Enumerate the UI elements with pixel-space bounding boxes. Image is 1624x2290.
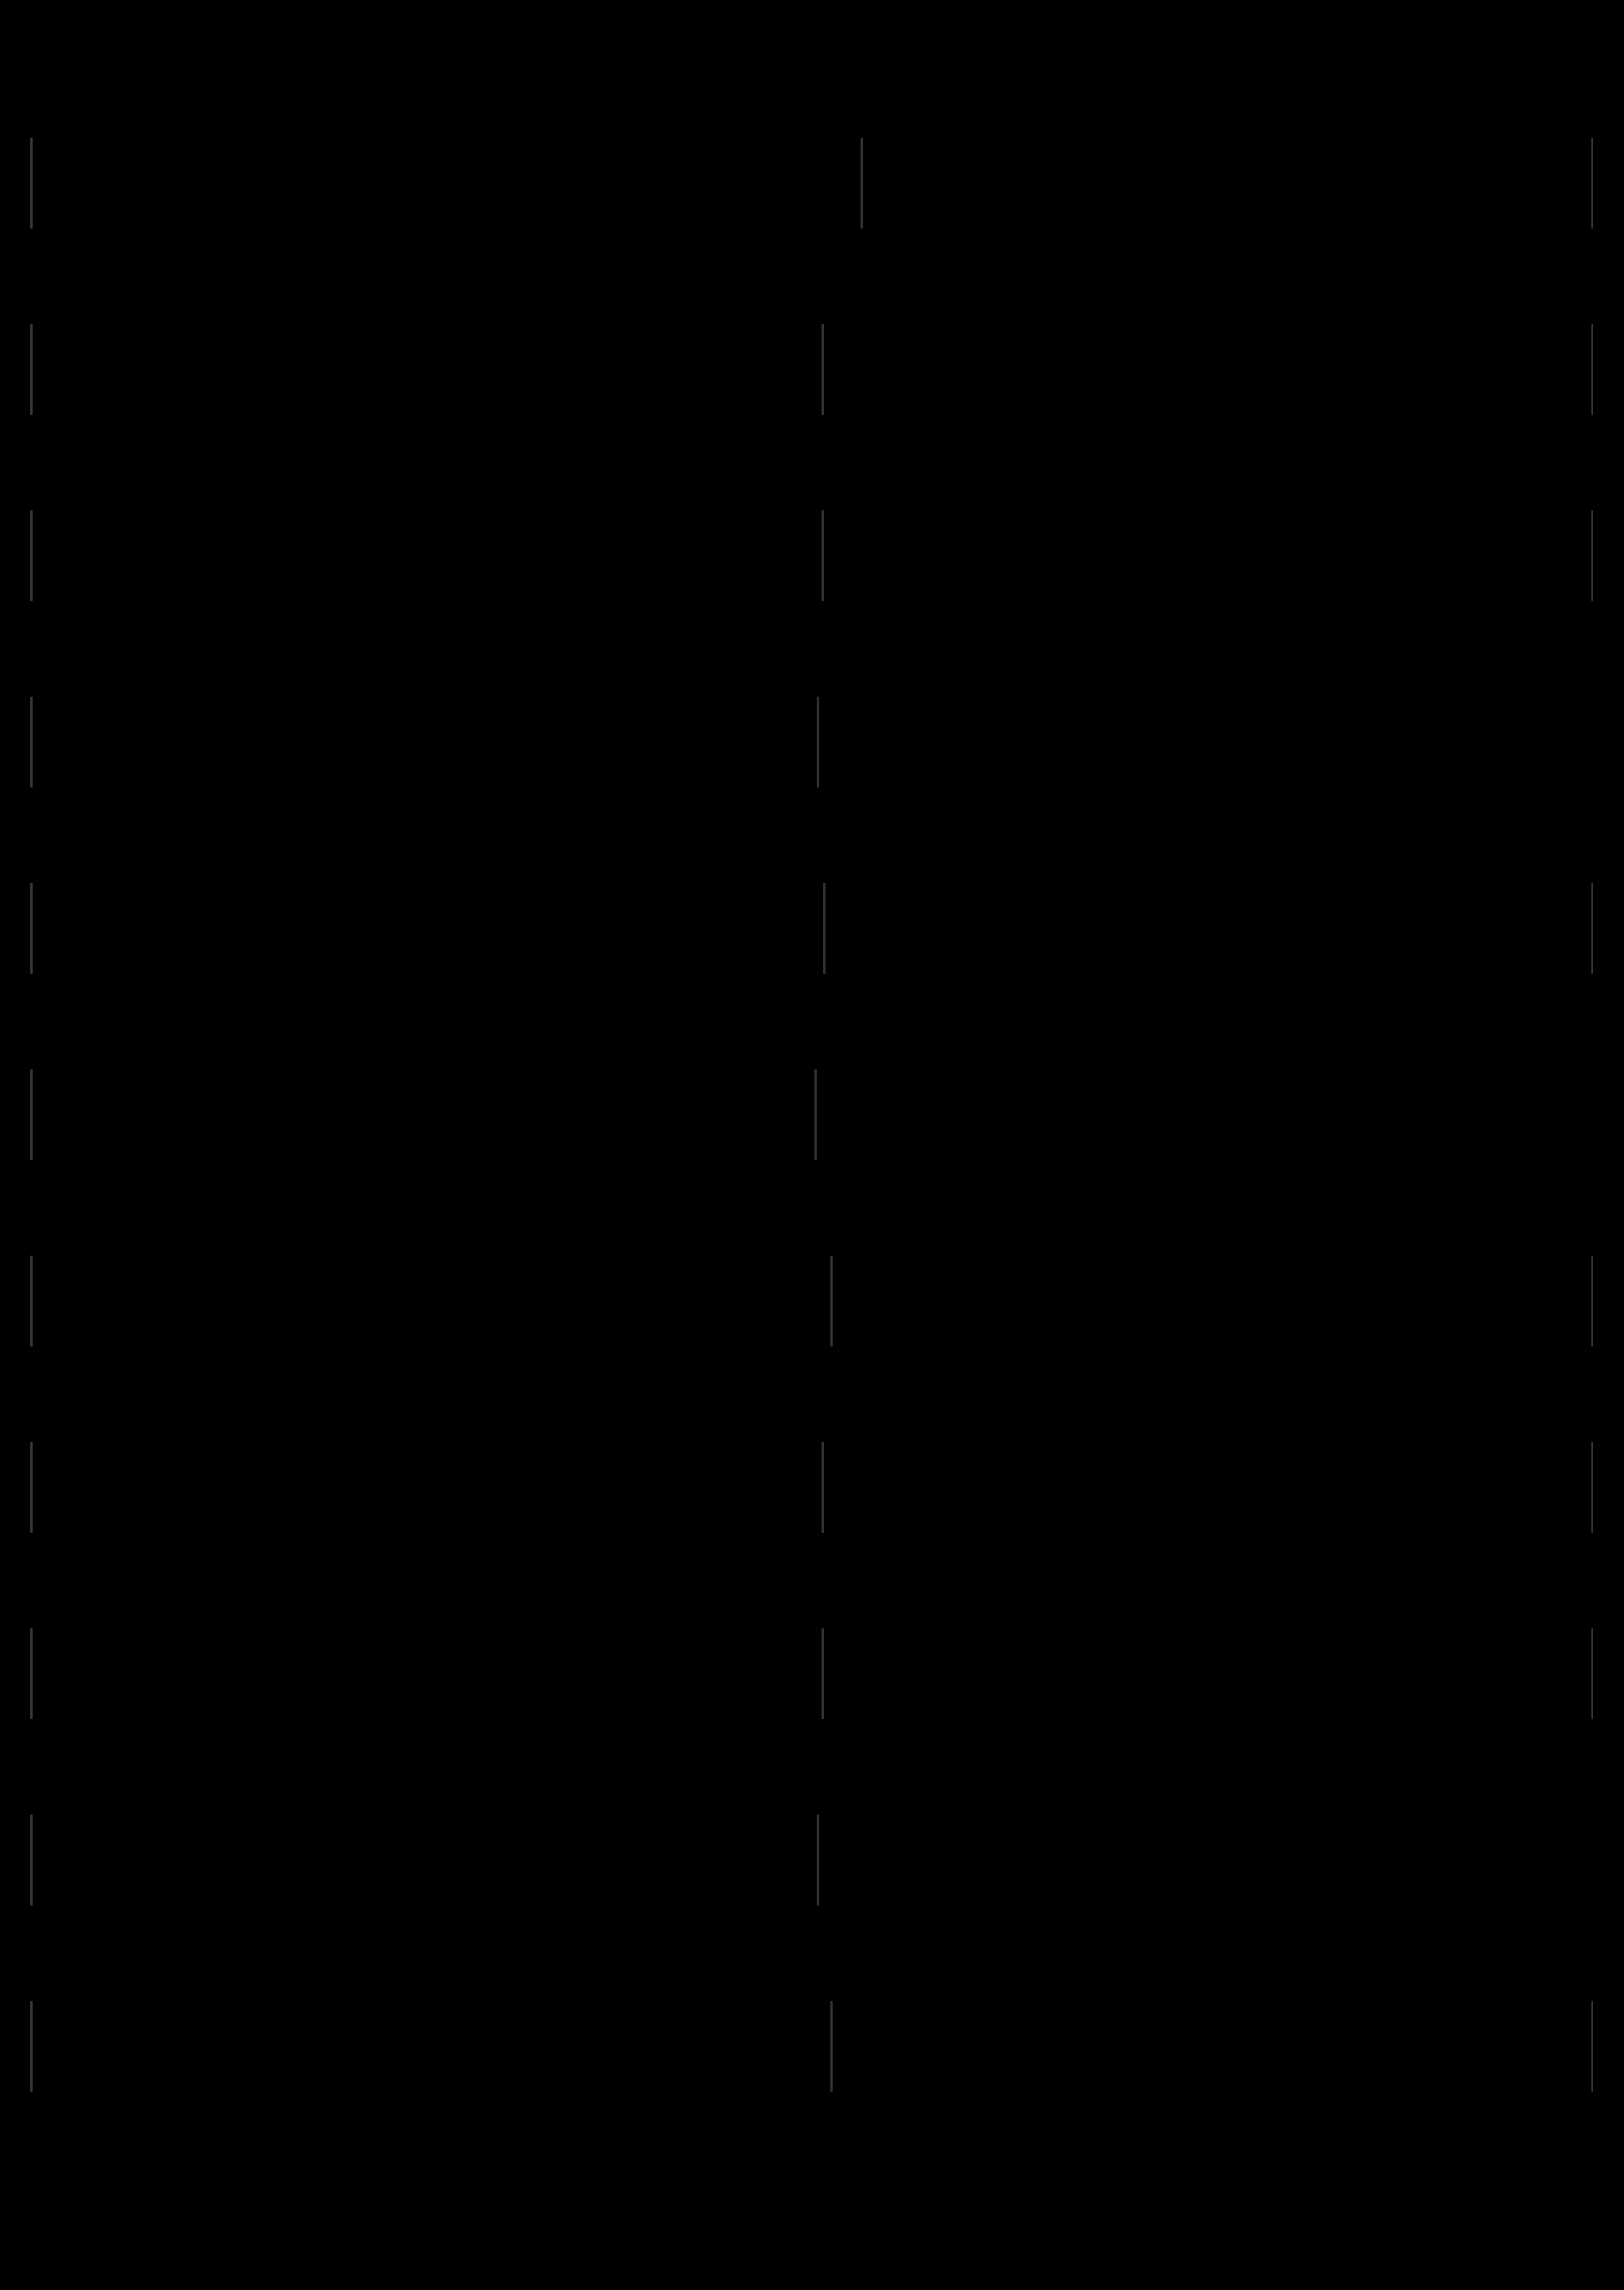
tick-mark-left-row-5 xyxy=(30,883,33,974)
tick-mark-middle-row-4 xyxy=(817,697,819,787)
tick-mark-left-row-1 xyxy=(30,138,33,229)
tick-mark-left-row-2 xyxy=(30,324,33,415)
tick-mark-middle-row-1 xyxy=(861,138,863,229)
tick-mark-left-row-8 xyxy=(30,1442,33,1533)
tick-mark-right-row-2 xyxy=(1591,324,1593,415)
tick-mark-middle-row-6 xyxy=(814,1069,817,1160)
tick-mark-middle-row-11 xyxy=(830,2001,833,2092)
tick-mark-right-row-8 xyxy=(1591,1442,1593,1533)
tick-mark-left-row-4 xyxy=(30,697,33,787)
tick-mark-right-row-7 xyxy=(1591,1256,1593,1346)
tick-mark-middle-row-9 xyxy=(822,1628,824,1719)
tick-mark-left-row-6 xyxy=(30,1069,33,1160)
tick-mark-right-row-1 xyxy=(1591,138,1593,229)
tick-mark-middle-row-10 xyxy=(817,1815,819,1905)
tick-mark-right-row-11 xyxy=(1591,2001,1593,2092)
tick-mark-middle-row-8 xyxy=(822,1442,824,1533)
tick-mark-right-row-9 xyxy=(1591,1628,1593,1719)
tick-mark-left-row-9 xyxy=(30,1628,33,1719)
tick-mark-middle-row-3 xyxy=(822,510,824,601)
tick-mark-right-row-5 xyxy=(1591,883,1593,974)
tick-mark-middle-row-7 xyxy=(830,1256,833,1346)
tick-mark-middle-row-2 xyxy=(822,324,824,415)
tick-mark-left-row-10 xyxy=(30,1815,33,1905)
tick-mark-left-row-11 xyxy=(30,2001,33,2092)
tick-mark-left-row-7 xyxy=(30,1256,33,1346)
tick-mark-right-row-3 xyxy=(1591,510,1593,601)
tick-mark-left-row-3 xyxy=(30,510,33,601)
tick-mark-middle-row-5 xyxy=(823,883,826,974)
